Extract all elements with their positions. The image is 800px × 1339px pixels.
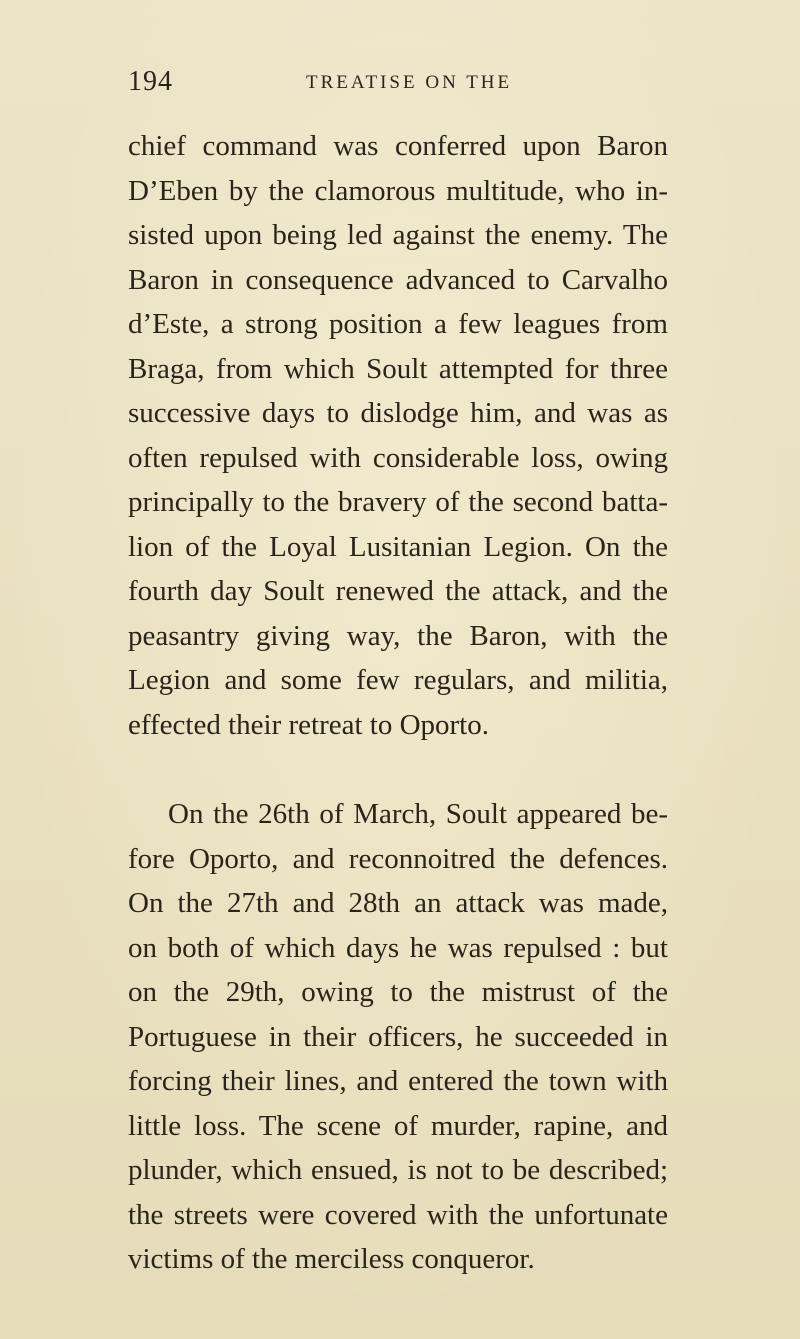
text-line: victims of the merciless conqueror. bbox=[128, 1243, 535, 1275]
text-line: d’Este, a strong position a few leagues from bbox=[128, 308, 668, 340]
text-line: effected their retreat to Oporto. bbox=[128, 708, 489, 741]
text-line: On the 27th and 28th an attack was made, bbox=[128, 887, 668, 919]
text-line: fore Oporto, and reconnoitred the defences. bbox=[128, 842, 668, 875]
text-line: Braga, from which Soult attempted for three bbox=[128, 352, 668, 385]
text-line: often repulsed with considerable loss, owing bbox=[128, 441, 668, 474]
text-line: forcing their lines, and entered the town with bbox=[128, 1065, 668, 1097]
text-line: peasantry giving way, the Baron, with the bbox=[128, 619, 668, 652]
text-line: plunder, which ensued, is not to be described; bbox=[128, 1154, 668, 1186]
text-line: lion of the Loyal Lusitanian Legion. On the bbox=[128, 530, 668, 563]
text-line: sisted upon being led against the enemy. The bbox=[128, 219, 668, 251]
text-line: little loss. The scene of murder, rapine, and bbox=[128, 1109, 668, 1142]
text-line: D’Eben by the clamorous multitude, who in- bbox=[128, 174, 668, 207]
running-head: TREATISE ON THE bbox=[306, 72, 513, 93]
body-text bbox=[128, 124, 668, 1282]
paragraph bbox=[128, 124, 668, 747]
page-number: 194 bbox=[128, 66, 173, 97]
text-line: chief command was conferred upon Baron bbox=[128, 130, 668, 162]
text-line: Baron in consequence advanced to Carvalho bbox=[128, 263, 668, 296]
text-line: the streets were covered with the unfortunate bbox=[128, 1198, 668, 1231]
paragraph-spacer bbox=[128, 747, 668, 792]
text-line: on both of which days he was repulsed : but bbox=[128, 931, 668, 964]
page-header bbox=[128, 66, 648, 106]
text-line: Portuguese in their officers, he succeeded in bbox=[128, 1020, 668, 1053]
paragraph bbox=[128, 792, 668, 1282]
text-line: On the 26th of March, Soult appeared be- bbox=[168, 798, 668, 830]
text-line: successive days to dislodge him, and was as bbox=[128, 397, 668, 429]
text-line: Legion and some few regulars, and militia, bbox=[128, 664, 668, 696]
text-line: fourth day Soult renewed the attack, and the bbox=[128, 575, 668, 607]
text-line: on the 29th, owing to the mistrust of the bbox=[128, 976, 668, 1008]
text-line: principally to the bravery of the second batta- bbox=[128, 486, 668, 518]
